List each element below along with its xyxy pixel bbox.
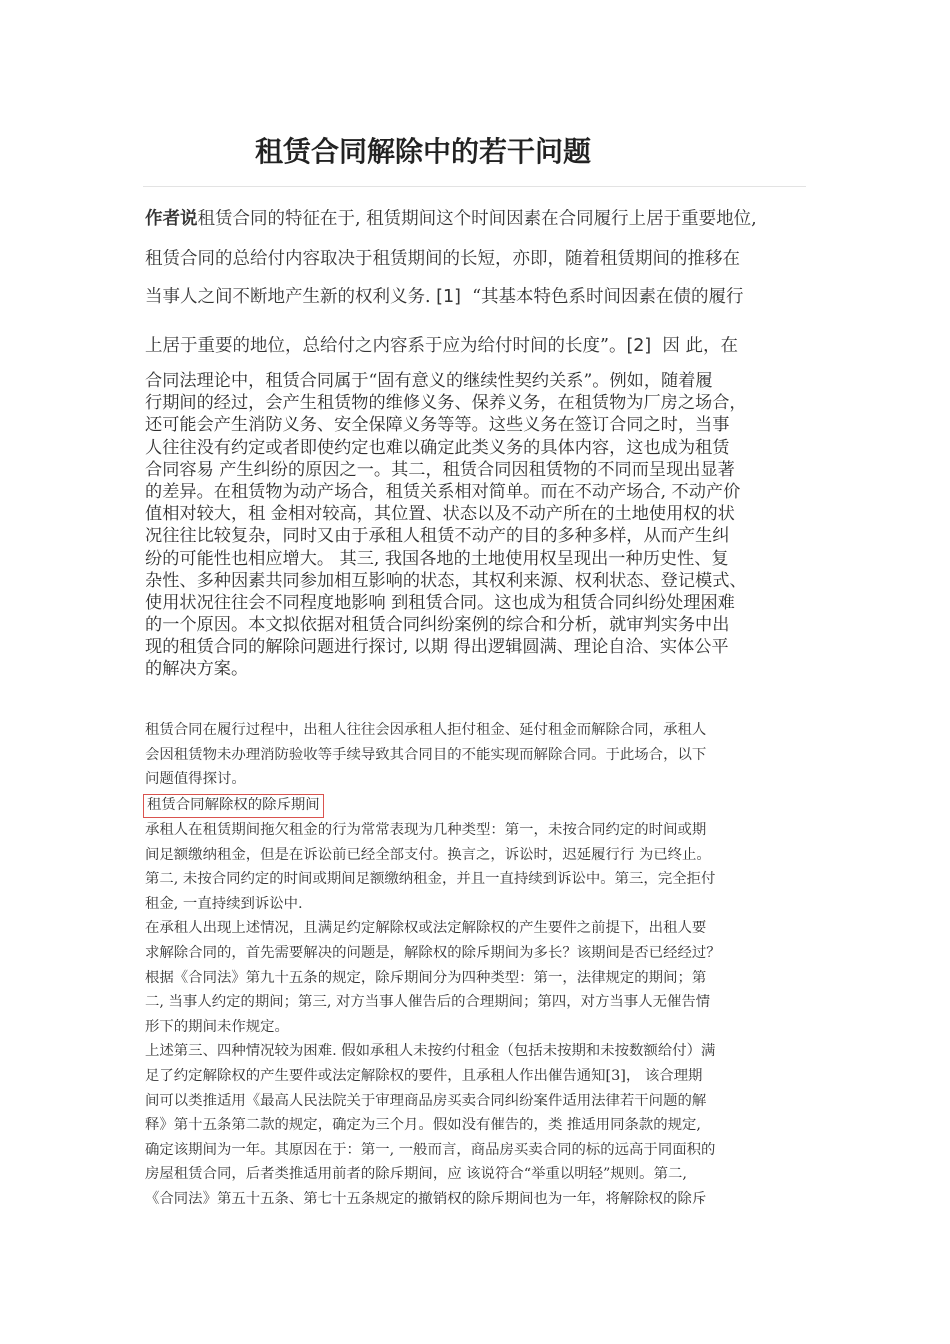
body-line: 行期间的经过，会产生租赁物的维修义务、保养义务，在租赁物为厂房之场合，	[145, 393, 747, 414]
paragraph-line: 二, 当事人约定的期间；第三, 对方当事人催告后的合理期间；第四，对方当事人无催告情	[145, 994, 711, 1011]
intro-line-1	[145, 206, 825, 232]
body-line: 还可能会产生消防义务、安全保障义务等等。这些义务在签订合同之时，当事	[145, 415, 730, 436]
body-line: 合同法理论中，租赁合同属于“固有意义的继续性契约关系”。例如，随着履	[145, 371, 713, 391]
body-line: 使用状况往往会不同程度地影响 到租赁合同。这也成为租赁合同纠纷处理困难	[145, 592, 735, 613]
paragraph-line: 间可以类推适用《最高人民法院关于审理商品房买卖合同纠纷案件适用法律若干问题的解	[145, 1092, 707, 1109]
paragraph-line: 释》第十五条第二款的规定，确定为三个月。假如没有催告的，类 推适用同条款的规定,	[145, 1117, 701, 1134]
paragraph-line: 承租人在租赁期间拖欠租金的行为常常表现为几种类型：第一，未按合同约定的时间或期	[145, 822, 707, 838]
body-line: 人往往没有约定或者即使约定也难以确定此类义务的具体内容，这也成为租赁	[145, 437, 730, 458]
intro-line-4-text: 上居于重要的地位，总给付之内容系于应为给付时间的长度”。	[145, 336, 627, 356]
paragraph-line: 租金, 一直持续到诉讼中.	[145, 895, 303, 912]
paragraph-line: 足了约定解除权的产生要件或法定解除权的要件，且承租人作出催告通知[3]， 该合理期	[145, 1067, 703, 1084]
intro-paragraph-small	[145, 718, 815, 792]
page-title: 租赁合同解除中的若干问题	[255, 135, 592, 168]
paragraph-line: 第二, 未按合同约定的时间或期间足额缴纳租金，并且一直持续到诉讼中。第三，完全拒付	[145, 871, 716, 888]
footnote-ref-1[interactable]: [1]	[436, 287, 461, 307]
title-divider	[143, 186, 806, 187]
paragraph-line: 间足额缴纳租金，但是在诉讼前已经全部支付。换言之，诉讼时，迟延履行行 为已终止。	[145, 846, 711, 863]
body-line: 的一个原因。本文拟依据对租赁合同纠纷案例的综合和分析，就审判实务中出	[145, 615, 730, 636]
body-line: 的解决方案。	[145, 659, 249, 680]
paragraph-line: 根据《合同法》第九十五条的规定，除斥期间分为四种类型：第一，法律规定的期间；第	[145, 969, 707, 986]
paragraph-line: 形下的期间未作规定。	[145, 1018, 289, 1035]
intro-line-4-tail: 因 此，在	[662, 336, 738, 356]
intro-line-2: 租赁合同的总给付内容取决于租赁期间的长短，亦即，随着租赁期间的推移在	[145, 249, 740, 269]
paragraph-line: 问题值得探讨。	[145, 771, 246, 788]
paragraph-line: 在承租人出现上述情况，且满足约定解除权或法定解除权的产生要件之前提下，出租人要	[145, 920, 707, 937]
body-line: 的差异。在租赁物为动产场合，租赁关系相对简单。而在不动产场合, 不动产价	[145, 481, 741, 502]
intro-line-4	[145, 333, 825, 359]
intro-line-3-text: 当事人之间不断地产生新的权利义务.	[145, 287, 431, 307]
body-line: 合同容易 产生纠纷的原因之一。其二，租赁合同因租赁物的不同而呈现出显著	[145, 459, 735, 480]
intro-line-3	[145, 284, 825, 310]
body-line: 况往往比较复杂，同时又由于承租人租赁不动产的目的多种多样，从而产生纠	[145, 526, 730, 547]
paragraph-line: 租赁合同在履行过程中，出租人往往会因承租人拒付租金、延付租金而解除合同，承租人	[145, 722, 707, 738]
section-heading: 租赁合同解除权的除斥期间	[143, 794, 324, 818]
author-says-label: 作者说	[145, 209, 198, 229]
body-line: 纷的可能性也相应增大。 其三, 我国各地的土地使用权呈现出一种历史性、复	[145, 548, 729, 569]
paragraph-line: 确定该期间为一年。其原因在于：第一, 一般而言，商品房买卖合同的标的远高于同面积的	[145, 1141, 716, 1158]
paragraph-line: 上述第三、四种情况较为困难. 假如承租人未按约付租金（包括未按期和未按数额给付）满	[145, 1043, 716, 1060]
paragraph-line: 会因租赁物未办理消防验收等手续导致其合同目的不能实现而解除合同。于此场合，以下	[145, 746, 707, 763]
footnote-ref-2[interactable]: [2]	[626, 336, 652, 356]
paragraph-line: 求解除合同的，首先需要解决的问题是，解除权的除斥期间为多长？该期间是否已经经过？	[145, 944, 721, 961]
intro-line-3-quote: “其基本特色系时间因素在债的履行	[472, 287, 744, 307]
body-line: 值相对较大，租 金相对较高，其位置、状态以及不动产所在的土地使用权的状	[145, 504, 735, 525]
body-line: 杂性、多种因素共同参加相互影响的状态，其权利来源、权利状态、登记模式、	[145, 570, 747, 591]
paragraph-line: 《合同法》第五十五条、第七十五条规定的撤销权的除斥期间也为一年，将解除权的除斥	[145, 1190, 707, 1207]
body-line: 现的租赁合同的解除问题进行探讨, 以期 得出逻辑圆满、理论自洽、实体公平	[145, 637, 729, 658]
paragraph-line: 房屋租赁合同，后者类推适用前者的除斥期间，应 该说符合“举重以明轻”规则。第二,	[145, 1166, 687, 1183]
intro-line-1-text: 租赁合同的特征在于, 租赁期间这个时间因素在合同履行上居于重要地位,	[197, 209, 757, 229]
body-paragraph	[145, 370, 815, 681]
section-body	[145, 818, 815, 1212]
